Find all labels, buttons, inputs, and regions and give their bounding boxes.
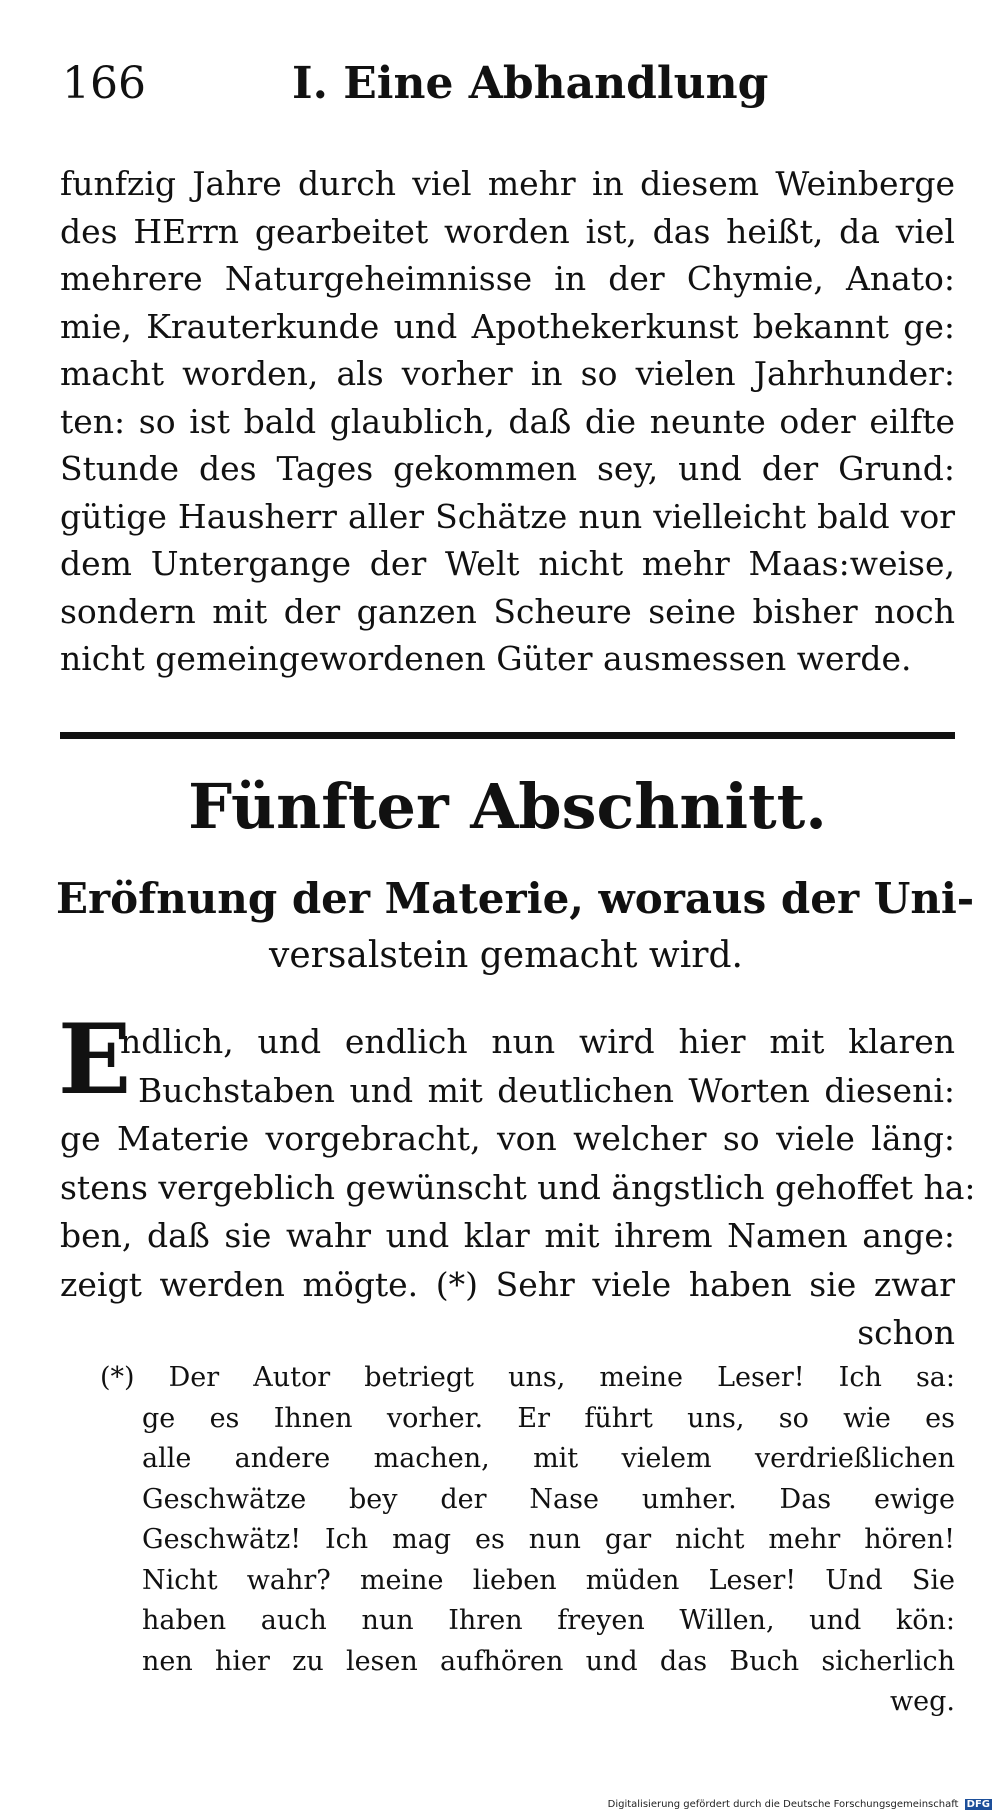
text-line: ten: so ist bald glaublich, daß die neunte oder eilfte [60, 401, 955, 441]
text-line: mehrere Naturgeheimnisse in der Chymie, Anato: [60, 259, 955, 298]
footnote-catchword: weg. [890, 1686, 955, 1717]
page-number: 166 [62, 58, 146, 109]
text-line: ndlich, und endlich nun wird hier mit klaren [120, 1022, 955, 1061]
running-head: I. Eine Abhandlung [292, 58, 769, 109]
text-line: des HErrn gearbeitet worden ist, das heißt, da viel [60, 211, 955, 251]
digitization-credit [608, 1799, 992, 1810]
section-divider-rule [60, 732, 955, 739]
section-subtitle [56, 870, 975, 984]
text-line: funfzig Jahre durch viel mehr in diesem Weinberge [60, 164, 955, 203]
text-line: nicht gemeingewordenen Güter ausmessen werde. [60, 639, 912, 678]
footnote-line: Nicht wahr? meine lieben müden Leser! Und Sie [142, 1564, 955, 1596]
footnote-line: Geschwätze bey der Nase umher. Das ewige [142, 1483, 955, 1515]
footnote-line: alle andere machen, mit vielem verdrießlichen [142, 1443, 955, 1474]
text-line: ben, daß sie wahr und klar mit ihrem Namen ange: [60, 1216, 955, 1255]
catchword: schon [857, 1313, 955, 1352]
section-subtitle-line: versalstein gemacht wird. [269, 935, 743, 976]
drop-initial: E [58, 1003, 132, 1116]
section-title: Fünfter Abschnitt. [188, 770, 827, 843]
text-line: Buchstaben und mit deutlichen Worten dieseni: [138, 1070, 955, 1110]
footnote-line: (*) Der Autor betriegt uns, meine Leser! Ich sa: [100, 1362, 955, 1393]
text-line: sondern mit der ganzen Scheure seine bisher noch [60, 591, 955, 631]
footnote-line: Geschwätz! Ich mag es nun gar nicht mehr hören! [142, 1524, 955, 1555]
text-line: stens vergeblich gewünscht und ängstlich gehoffet ha: [60, 1167, 976, 1207]
footnote-line: haben auch nun Ihren freyen Willen, und kön: [142, 1605, 955, 1636]
page-header [62, 58, 952, 128]
body-text-top [60, 160, 955, 683]
text-line: mie, Krauterkunde und Apothekerkunst bekannt ge: [60, 306, 955, 346]
footnote [100, 1358, 955, 1723]
credit-text: Digitalisierung gefördert durch die Deutsche Forschungsgemeinschaft [607, 1799, 959, 1810]
text-line: dem Untergange der Welt nicht mehr Maas:weise, [60, 544, 955, 583]
text-line: gütige Hausherr aller Schätze nun vielleicht bald vor [60, 496, 955, 536]
section-subtitle-line: Eröfnung der Materie, woraus der Uni- [56, 874, 975, 923]
footnote-line: nen hier zu lesen aufhören und das Buch sicherlich [142, 1645, 955, 1677]
footnote-line: ge es Ihnen vorher. Er führt uns, so wie es [142, 1402, 955, 1434]
dfg-logo: DFG [966, 1799, 990, 1810]
text-line: Stunde des Tages gekommen sey, und der Grund: [60, 449, 955, 488]
body-text-main [60, 1018, 976, 1358]
text-line: zeigt werden mögte. (*) Sehr viele haben sie zwar [60, 1264, 955, 1304]
text-line: ge Materie vorgebracht, von welcher so viele läng: [60, 1119, 955, 1158]
text-line: macht worden, als vorher in so vielen Jahrhunder: [60, 354, 955, 393]
